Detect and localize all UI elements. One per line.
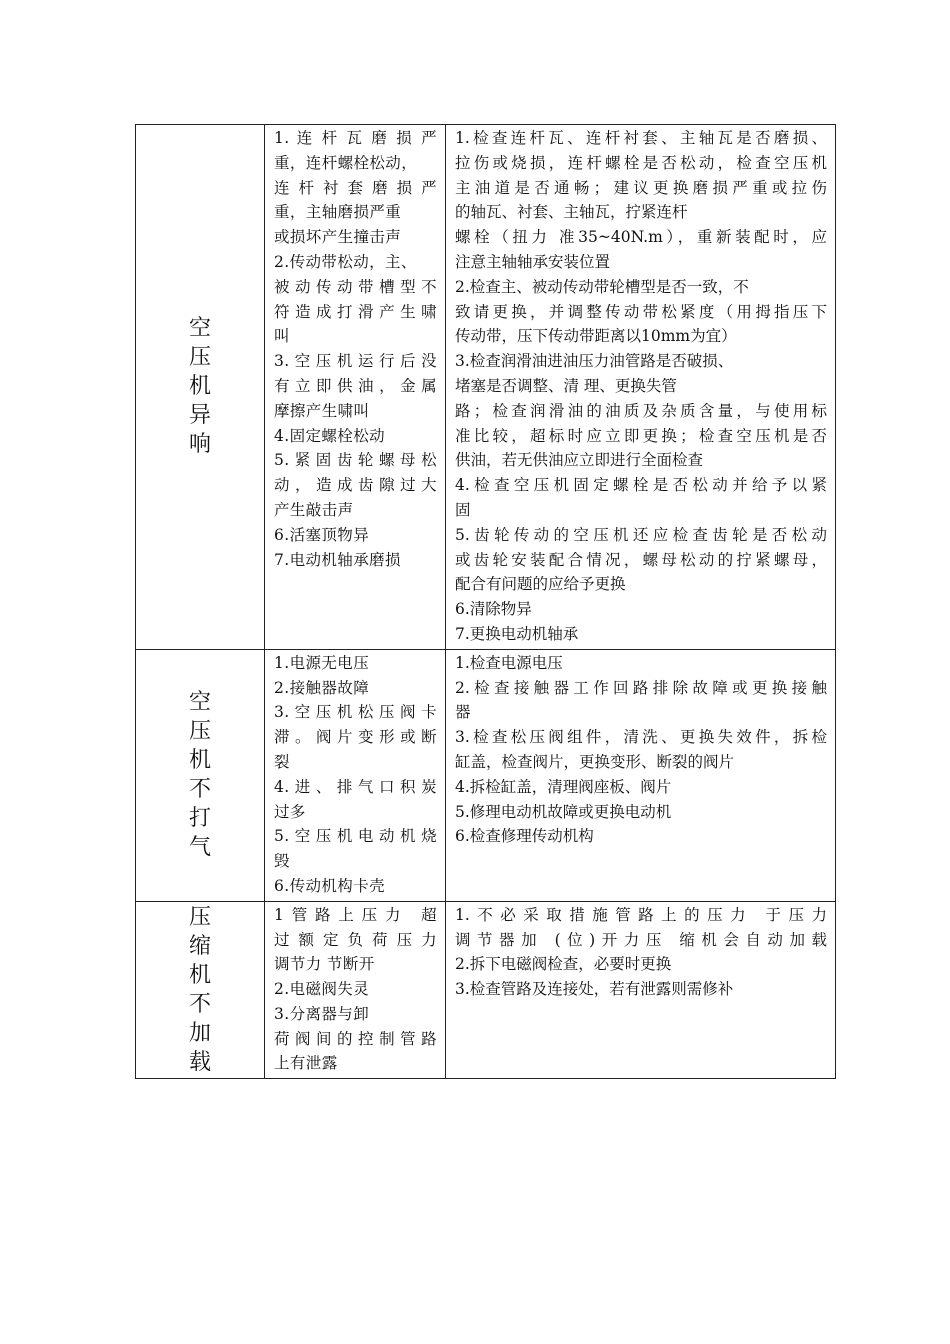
text-line: 7.电动机轴承磨损: [274, 550, 401, 569]
text-line: 配合有问题的应给予更换: [455, 575, 626, 594]
remedies-cell: [446, 125, 836, 650]
text-line: 重，连杆螺栓松动，: [274, 153, 418, 172]
text-line: 2.电磁阀失灵: [274, 980, 370, 999]
text-line: 荷阀间的控制管路: [274, 1029, 437, 1048]
text-line: 7.更换电动机轴承: [455, 624, 579, 643]
remedies-cell: [446, 649, 836, 901]
category-label: 空压机异响: [188, 316, 211, 458]
text-line: 过额定负荷压力: [274, 930, 437, 949]
text-line: 器: [455, 703, 471, 722]
text-line: 6.清除物异: [455, 600, 532, 619]
table-row: [136, 125, 836, 650]
text-line: 叫: [274, 327, 290, 346]
text-line: 1.检查电源电压: [455, 653, 563, 672]
text-line: 1.电源无电压: [274, 653, 370, 672]
text-line: 3.检查松压阀组件，清洗、更换失效件，拆检: [455, 728, 827, 747]
text-line: 6.检查修理传动机构: [455, 827, 594, 846]
text-line: 动，造成齿隙过大: [274, 476, 437, 495]
text-line: 路；检查润滑油的油质及杂质含量，与使用标: [455, 401, 827, 420]
text-line: 传动带，压下传动带距离以10mm为宜）: [455, 327, 737, 346]
text-line: 3.空压机松压阀卡: [274, 703, 437, 722]
text-line: 3.空压机运行后没: [274, 352, 437, 371]
text-line: 裂: [274, 752, 290, 771]
text-line: 有立即供油，金属: [274, 376, 437, 395]
text-line: 4.拆检缸盖，清理阀座板、阀片: [455, 777, 672, 796]
text-line: 1管路上压力 超: [274, 905, 437, 924]
text-line: 2.检查接触器工作回路排除故障或更换接触: [455, 678, 827, 697]
text-line: 致请更换，并调整传动带松紧度（用拇指压下: [455, 302, 827, 321]
text-line: 5.修理电动机故障或更换电动机: [455, 802, 672, 821]
causes-cell: [265, 649, 446, 901]
text-line: 连 杆 衬 套 磨 损 严: [274, 178, 437, 197]
text-line: 5.空压机电动机烧: [274, 827, 437, 846]
text-line: 4.固定螺栓松动: [274, 426, 385, 445]
text-line: 6.活塞顶物异: [274, 525, 370, 544]
text-line: 或齿轮安装配合情况，螺母松动的拧紧螺母，: [455, 550, 827, 569]
text-line: 被动传动带槽型不: [274, 277, 437, 296]
text-line: 的轴瓦、衬套、主轴瓦，拧紧连杆: [455, 203, 688, 222]
text-line: 2.拆下电磁阀检查，必要时更换: [455, 955, 672, 974]
text-line: 注意主轴轴承安装位置: [455, 252, 611, 271]
text-line: 滞。阀片变形或断: [274, 728, 437, 747]
text-line: 1. 连 杆 瓦 磨 损 严: [274, 129, 437, 147]
text-line: 3.检查管路及连接处，若有泄露则需修补: [455, 980, 734, 999]
table-row: [136, 901, 836, 1079]
text-line: 3.分离器与卸: [274, 1004, 370, 1023]
text-line: 调节器加 (位)开力压 缩机会自动加载: [455, 930, 827, 949]
category-label: 空压机不打气: [188, 690, 211, 861]
text-line: 上有泄露: [274, 1054, 338, 1073]
text-line: 缸盖，检查阀片，更换变形、断裂的阀片: [455, 752, 735, 771]
text-line: 4.进、排气口积炭: [274, 777, 437, 796]
text-line: 毁: [274, 852, 290, 871]
text-line: 2.传动带松动，主、: [274, 252, 417, 271]
text-line: 摩擦产生啸叫: [274, 401, 370, 420]
text-line: 或损坏产生撞击声: [274, 228, 402, 247]
text-line: 主油道是否通畅；建议更换磨损严重或拉伤: [455, 178, 827, 197]
remedies-cell: [446, 901, 836, 1079]
text-line: 1.不必采取措施管路上的压力 于压力: [455, 905, 827, 924]
text-line: 符造成打滑产生啸: [274, 302, 437, 321]
text-line: 堵塞是否调整、清 理、更换失管: [455, 376, 677, 395]
text-line: 供油，若无供油应立即进行全面检查: [455, 451, 704, 470]
category-cell: [136, 649, 265, 901]
text-line: 2.检查主、被动传动带轮槽型是否一致，不: [455, 277, 749, 296]
fault-table: [135, 124, 836, 1079]
text-line: 5.紧固齿轮螺母松: [274, 451, 437, 470]
category-cell: [136, 125, 265, 650]
text-line: 调节力 节断开: [274, 955, 375, 974]
category-cell: [136, 901, 265, 1079]
text-line: 4.检查空压机固定螺栓是否松动并给予以紧: [455, 476, 827, 495]
text-line: 过多: [274, 802, 306, 821]
text-line: 拉伤或烧损，连杆螺栓是否松动，检查空压机: [455, 153, 827, 172]
text-line: 重，主轴磨损严重: [274, 203, 402, 222]
text-line: 螺栓（扭力 准35~40N.m），重新装配时，应: [455, 228, 827, 247]
table-row: [136, 649, 836, 901]
text-line: 5.齿轮传动的空压机还应检查齿轮是否松动: [455, 525, 827, 544]
category-label: 压缩机不加载: [188, 904, 211, 1075]
text-line: 固: [455, 500, 471, 519]
text-line: 1.检查连杆瓦、连杆衬套、主轴瓦是否磨损、: [455, 129, 827, 147]
text-line: 产生敲击声: [274, 500, 354, 519]
causes-cell: [265, 901, 446, 1079]
text-line: 3.检查润滑油进油压力油管路是否破损、: [455, 352, 734, 371]
text-line: 6.传动机构卡壳: [274, 876, 385, 895]
text-line: 2.接触器故障: [274, 678, 370, 697]
causes-cell: [265, 125, 446, 650]
text-line: 准比较，超标时应立即更换；检查空压机是否: [455, 426, 827, 445]
